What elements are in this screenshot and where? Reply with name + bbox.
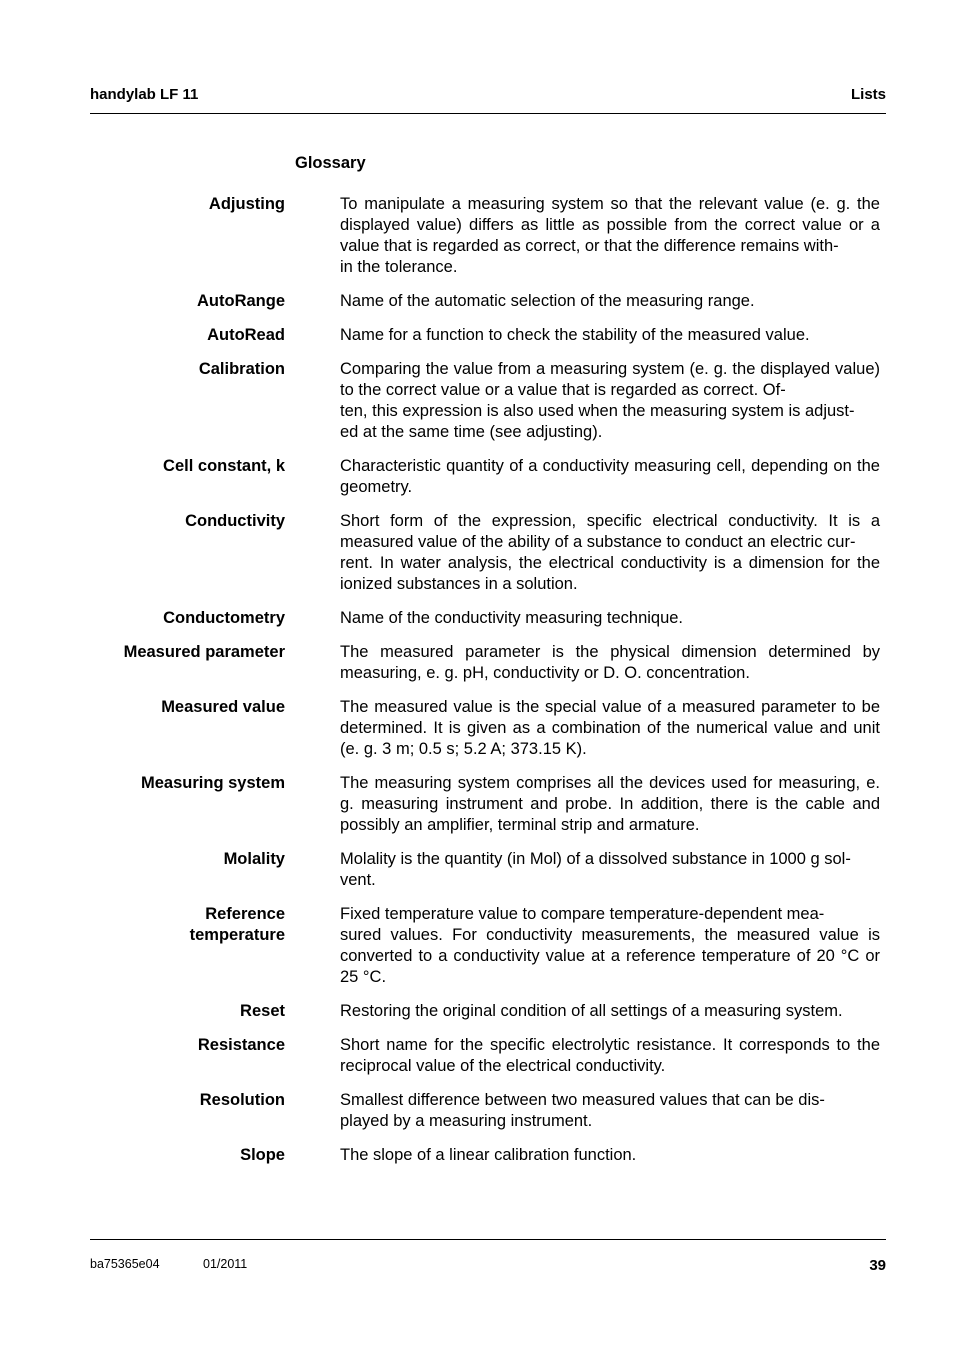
glossary-term: Slope <box>240 1146 285 1164</box>
glossary-term: AutoRange <box>197 292 285 310</box>
glossary-entry-autorange <box>90 291 886 312</box>
glossary-list <box>90 194 886 1179</box>
glossary-term: Conductivity <box>185 512 285 530</box>
glossary-definition: The measured parameter is the physical dimension determined by measuring, e. g. pH, conductivity or D. O. concentration. <box>340 643 880 682</box>
glossary-definition: Fixed temperature value to compare temperature-dependent mea- sured values. For conductivity measurements, the measured value is converted to a conductivity value at a reference temperature of 20 °C or 25 °C. <box>340 905 880 986</box>
glossary-term: Adjusting <box>208 195 285 213</box>
glossary-definition: Restoring the original condition of all settings of a measuring system. <box>340 1002 843 1020</box>
glossary-definition: Comparing the value from a measuring system (e. g. the displayed value) to the correct value or a value that is regarded as correct. Of- ten, this expression is also used when the measuring system is adjust- ed at the same time (see adjusting). <box>340 360 880 441</box>
glossary-heading: Glossary <box>295 154 366 172</box>
glossary-definition: To manipulate a measuring system so that the relevant value (e. g. the displayed value) differs as little as possible from the correct value or a value that is regarded as correct, or that the difference remains with- in the tolerance. <box>340 195 880 276</box>
header-divider <box>90 113 886 114</box>
manual-title: handylab LF 11 <box>90 86 199 103</box>
glossary-entry-conductometry <box>90 608 886 629</box>
document-number: ba75365e04 <box>90 1257 160 1271</box>
glossary-entry-calibration <box>90 359 886 443</box>
glossary-entry-conductivity <box>90 511 886 595</box>
glossary-term: AutoRead <box>207 326 285 344</box>
glossary-definition: Short name for the specific electrolytic resistance. It corresponds to the reciprocal value of the electrical conductivity. <box>340 1036 880 1075</box>
glossary-definition: The slope of a linear calibration function. <box>340 1146 637 1164</box>
page-number: 39 <box>869 1257 886 1274</box>
glossary-term: Molality <box>223 850 285 868</box>
glossary-entry-cell-constant <box>90 456 886 498</box>
glossary-term: Measuring system <box>141 774 285 792</box>
glossary-entry-measured-parameter <box>90 642 886 684</box>
chapter-name: Lists <box>850 86 886 103</box>
glossary-term: Measured value <box>161 698 285 716</box>
edition-date: 01/2011 <box>203 1257 248 1271</box>
glossary-entry-autoread <box>90 325 886 346</box>
glossary-entry-reference-temperature <box>90 904 886 988</box>
glossary-term: Conductometry <box>163 609 285 627</box>
glossary-definition: Characteristic quantity of a conductivity measuring cell, depending on the geometry. <box>340 457 880 496</box>
glossary-entry-measuring-system <box>90 773 886 836</box>
glossary-entry-molality <box>90 849 886 891</box>
glossary-entry-slope <box>90 1145 886 1166</box>
glossary-term: Cell constant, k <box>163 457 285 475</box>
glossary-definition: Short form of the expression, specific electrical conductivity. It is a measured value of the ability of a substance to conduct an electric cur- rent. In water analysis, the electrical conductivity is a dimension for the ionized substances in a solution. <box>340 512 880 593</box>
glossary-entry-adjusting <box>90 194 886 278</box>
glossary-term: Reference temperature <box>189 905 285 944</box>
glossary-definition: Name of the automatic selection of the measuring range. <box>340 292 755 310</box>
footer-divider <box>90 1239 886 1240</box>
glossary-definition: The measured value is the special value of a measured parameter to be determined. It is given as a combination of the numerical value and unit (e. g. 3 m; 0.5 s; 5.2 A; 373.15 K). <box>340 698 880 758</box>
glossary-definition: Smallest difference between two measured values that can be dis- played by a measuring instrument. <box>340 1091 825 1130</box>
page-header <box>90 86 886 106</box>
glossary-term: Reset <box>240 1002 285 1020</box>
page-footer <box>90 1257 886 1277</box>
glossary-term: Resistance <box>197 1036 285 1054</box>
glossary-entry-measured-value <box>90 697 886 760</box>
glossary-entry-reset <box>90 1001 886 1022</box>
glossary-term: Measured parameter <box>123 643 285 661</box>
glossary-definition: The measuring system comprises all the devices used for measuring, e. g. measuring instrument and probe. In addition, there is the cable and possibly an amplifier, terminal strip and armature. <box>340 774 880 834</box>
glossary-entry-resistance <box>90 1035 886 1077</box>
glossary-term: Calibration <box>198 360 285 378</box>
glossary-entry-resolution <box>90 1090 886 1132</box>
glossary-definition: Molality is the quantity (in Mol) of a dissolved substance in 1000 g sol- vent. <box>340 850 851 889</box>
glossary-definition: Name of the conductivity measuring technique. <box>340 609 684 627</box>
glossary-definition: Name for a function to check the stability of the measured value. <box>340 326 810 344</box>
glossary-term: Resolution <box>199 1091 285 1109</box>
